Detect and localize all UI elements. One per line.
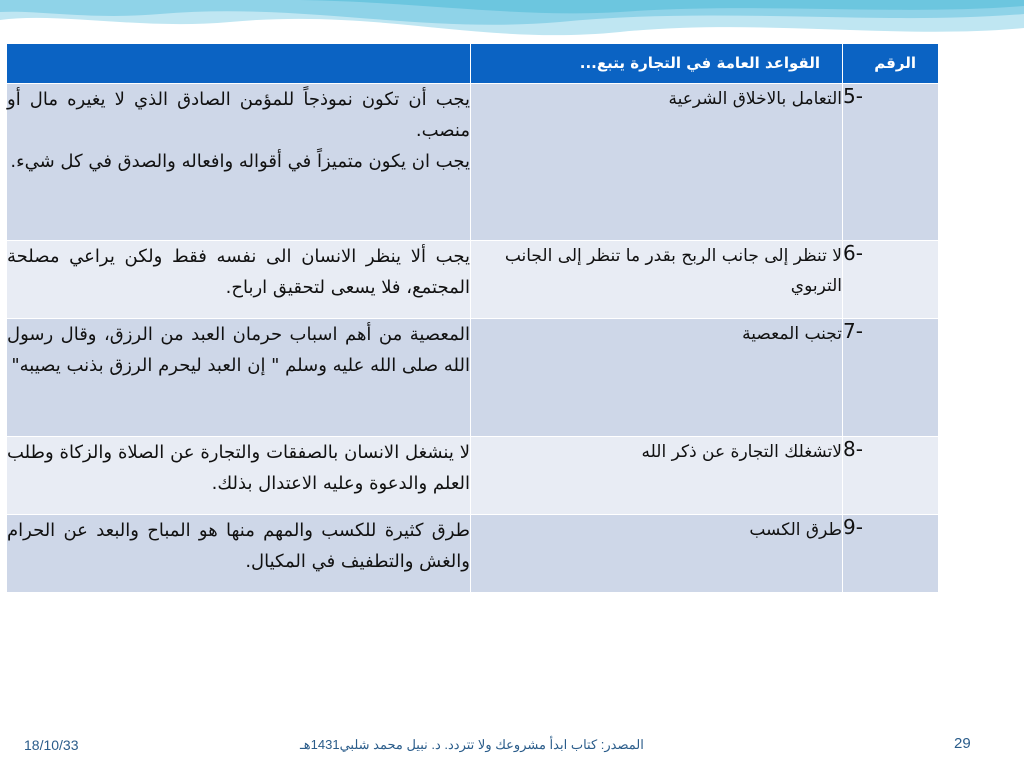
row-number: 9-	[843, 515, 939, 593]
row-rule: التعامل بالاخلاق الشرعية	[471, 84, 843, 241]
table-row	[7, 515, 939, 593]
row-number: 6-	[843, 241, 939, 319]
row-number: 7-	[843, 319, 939, 437]
table-row	[7, 241, 939, 319]
row-rule: لاتشغلك التجارة عن ذكر الله	[471, 437, 843, 515]
footer-date: 18/10/33	[24, 737, 79, 753]
row-rule: لا تنظر إلى جانب الربح بقدر ما تنظر إلى الجانب التربوي	[471, 241, 843, 319]
footer-source: المصدر: كتاب ابدأ مشروعك ولا تتردد. د. نبيل محمد شلبي1431هـ	[300, 737, 644, 752]
row-action: طرق كثيرة للكسب والمهم منها هو المباح والبعد عن الحرام والغش والتطفيف في المكيال.	[7, 515, 471, 593]
row-action: يجب ألا ينظر الانسان الى نفسه فقط ولكن يراعي مصلحة المجتمع، فلا يسعى لتحقيق ارباح.	[7, 241, 471, 319]
table-row	[7, 84, 939, 241]
header-number: الرقم	[843, 44, 939, 84]
row-rule: طرق الكسب	[471, 515, 843, 593]
row-action: لا ينشغل الانسان بالصفقات والتجارة عن الصلاة والزكاة وطلب العلم والدعوة وعليه الاعتدال بذلك.	[7, 437, 471, 515]
page-number: 29	[954, 735, 971, 752]
header-action	[7, 44, 471, 84]
row-number: 5-	[843, 84, 939, 241]
table-row	[7, 437, 939, 515]
row-action: يجب أن تكون نموذجاً للمؤمن الصادق الذي لا يغيره مال أو منصب. يجب ان يكون متميزاً في أقواله وافعاله والصدق في كل شيء.	[7, 84, 471, 241]
row-rule: تجنب المعصية	[471, 319, 843, 437]
table-header-row	[7, 44, 939, 84]
row-number: 8-	[843, 437, 939, 515]
row-action: المعصية من أهم اسباب حرمان العبد من الرزق، وقال رسول الله صلى الله عليه وسلم " إن العبد ليحرم الرزق بذنب يصيبه"	[7, 319, 471, 437]
header-rule: القواعد العامة في التجارة يتبع...	[471, 44, 843, 84]
table-row	[7, 319, 939, 437]
commerce-rules-table	[6, 43, 939, 593]
